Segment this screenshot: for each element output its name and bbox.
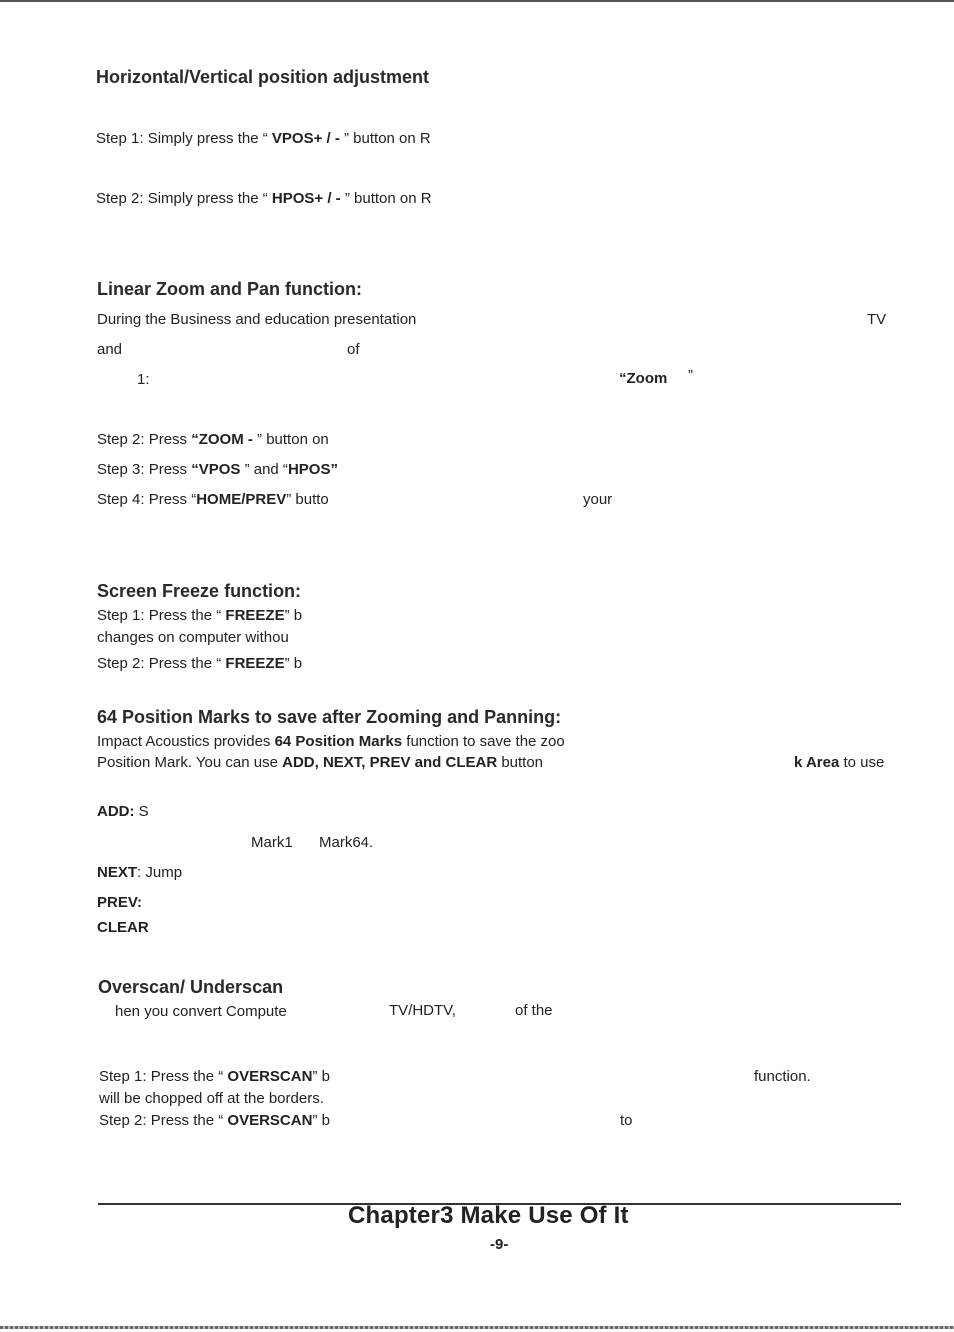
overscan-line1c: of the [515, 1002, 553, 1019]
zoom-step1-number: 1: [137, 371, 150, 388]
marks-clear: CLEAR [97, 919, 149, 936]
overscan-step1-right: function. [754, 1068, 811, 1085]
overscan-line2: will be chopped off at the borders. [99, 1090, 324, 1107]
overscan-line1b: TV/HDTV, [389, 1002, 456, 1019]
marks-line2: Position Mark. You can use ADD, NEXT, PREV and CLEAR button [97, 754, 544, 771]
zoom-line1-right: TV [867, 311, 887, 328]
chapter-title: Chapter3 Make Use Of It [348, 1202, 629, 1229]
zoom-line1: During the Business and education presentation [97, 311, 417, 328]
bottom-border [0, 1326, 954, 1329]
freeze-step1: Step 1: Press the “ FREEZE” b [97, 607, 303, 624]
top-border [0, 0, 954, 2]
marks-prev: PREV: [97, 894, 143, 911]
zoom-step3: Step 3: Press “VPOS ” and “HPOS” [97, 461, 338, 478]
freeze-line2: changes on computer withou [97, 629, 289, 646]
zoom-step4: Step 4: Press “HOME/PREV” butto [97, 491, 329, 508]
heading-linear-zoom: Linear Zoom and Pan function: [97, 279, 362, 299]
marks-line2-right: k Area to use [794, 754, 885, 771]
heading-screen-freeze: Screen Freeze function: [97, 581, 302, 601]
freeze-step2: Step 2: Press the “ FREEZE” b [97, 655, 303, 672]
zoom-line2-and: and [97, 341, 123, 358]
overscan-line1a: hen you convert Compute [115, 1003, 287, 1020]
zoom-step4-right: your [583, 491, 613, 508]
hv-step2: Step 2: Simply press the “ HPOS+ / - ” button on R [96, 190, 432, 207]
overscan-step2-right: to [620, 1112, 633, 1129]
heading-position-marks: 64 Position Marks to save after Zooming and Panning: [97, 707, 562, 727]
marks-next: NEXT: Jump [97, 864, 183, 881]
marks-add: ADD: S [97, 803, 149, 820]
marks-mark64: Mark64. [319, 834, 374, 851]
zoom-step1-quote: ” [688, 367, 693, 384]
page-number: -9- [490, 1236, 509, 1253]
zoom-line2-of: of [347, 341, 360, 358]
zoom-step2: Step 2: Press “ZOOM - ” button on [97, 431, 329, 448]
heading-hv-position: Horizontal/Vertical position adjustment [96, 67, 430, 87]
marks-line1: Impact Acoustics provides 64 Position Marks function to save the zoo [97, 733, 565, 750]
zoom-step1-zoom: “Zoom [619, 370, 668, 387]
hv-step1: Step 1: Simply press the “ VPOS+ / - ” button on R [96, 130, 431, 147]
overscan-step1: Step 1: Press the “ OVERSCAN” b [99, 1068, 330, 1085]
marks-mark1: Mark1 [251, 834, 293, 851]
overscan-step2: Step 2: Press the “ OVERSCAN” b [99, 1112, 330, 1129]
heading-overscan: Overscan/ Underscan [98, 977, 284, 997]
